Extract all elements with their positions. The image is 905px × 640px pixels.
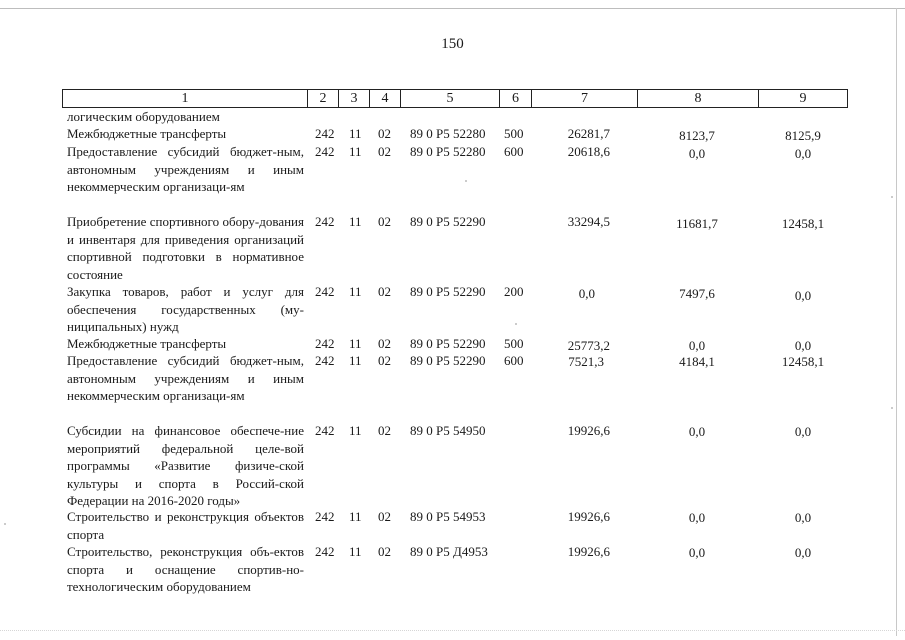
- row-value-col9: 12458,1: [781, 354, 825, 369]
- header-col-3: 3: [339, 90, 370, 107]
- scan-speck: [891, 407, 893, 409]
- row-subsection: 02: [378, 144, 391, 159]
- row-section: 11: [349, 509, 362, 524]
- row-admin-code: 242: [315, 353, 335, 368]
- row-admin-code: 242: [315, 284, 335, 299]
- scan-speck: [4, 523, 6, 525]
- row-description: Приобретение спортивного обору-дования и инвентаря для приведения организаций спортивной подготовки в нормативное состояние: [67, 214, 304, 282]
- row-value-col7: 25773,2: [567, 338, 610, 353]
- header-col-4: 4: [370, 90, 401, 107]
- scan-speck: [891, 196, 893, 198]
- row-admin-code: 242: [315, 214, 335, 229]
- row-expense-type: 600: [504, 144, 524, 159]
- header-col-8: 8: [638, 90, 759, 107]
- row-target-article: 89 0 Р5 54950: [410, 423, 486, 438]
- header-col-9: 9: [799, 91, 807, 106]
- row-description: Строительство и реконструкция объектов спорта: [67, 509, 304, 542]
- row-value-col8: 0,0: [688, 510, 706, 525]
- row-value-col8: 11681,7: [676, 216, 718, 231]
- scan-top-border: [0, 8, 905, 9]
- row-admin-code: 242: [315, 144, 335, 159]
- row-value-col9: 0,0: [794, 424, 812, 439]
- row-section: 11: [349, 284, 362, 299]
- row-expense-type: 500: [504, 336, 524, 351]
- row-value-col9: 0,0: [794, 338, 812, 353]
- row-admin-code: 242: [315, 544, 335, 559]
- row-description: Межбюджетные трансферты: [67, 336, 227, 351]
- row-target-article: 89 0 Р5 52290: [410, 284, 486, 299]
- row-description: Предоставление субсидий бюджет-ным, автономным учреждениям и иным некоммерческим организаци-ям: [67, 144, 304, 194]
- row-value-col7: 19926,6: [567, 544, 610, 559]
- row-value-col7: 20618,6: [567, 144, 610, 159]
- row-value-col8: 4184,1: [679, 354, 715, 369]
- row-value-col8: 8123,7: [679, 128, 715, 143]
- row-value-col9: 8125,9: [785, 128, 821, 143]
- row-expense-type: 600: [504, 353, 524, 368]
- scan-bottom-noise: [0, 630, 905, 631]
- header-col-7: 7: [532, 90, 638, 107]
- row-section: 11: [349, 126, 362, 141]
- row-section: 11: [349, 544, 362, 559]
- row-admin-code: 242: [315, 423, 335, 438]
- row-subsection: 02: [378, 544, 391, 559]
- row-value-col7: 26281,7: [567, 126, 610, 141]
- row-value-col9: 0,0: [794, 510, 812, 525]
- row-description: логическим оборудованием: [67, 109, 220, 124]
- row-value-col7: 19926,6: [567, 423, 610, 438]
- row-subsection: 02: [378, 353, 391, 368]
- row-target-article: 89 0 Р5 52290: [410, 214, 486, 229]
- row-description: Предоставление субсидий бюджет-ным, автономным учреждениям и иным некоммерческим организаци-ям: [67, 353, 304, 403]
- row-subsection: 02: [378, 423, 391, 438]
- row-admin-code: 242: [315, 509, 335, 524]
- row-description: Субсидии на финансовое обеспече-ние мероприятий федеральной целе-вой программы «Развитие физиче-ской культуры и спорта в Россий-ской Федерации на 2016-2020 годы»: [67, 423, 304, 508]
- row-value-col7: 7521,3: [568, 354, 604, 369]
- row-value-col7: 33294,5: [567, 214, 610, 229]
- row-subsection: 02: [378, 126, 391, 141]
- row-subsection: 02: [378, 284, 391, 299]
- row-target-article: 89 0 Р5 52290: [410, 353, 486, 368]
- row-section: 11: [349, 214, 362, 229]
- row-target-article: 89 0 Р5 Д4953: [410, 544, 488, 559]
- row-admin-code: 242: [315, 336, 335, 351]
- row-target-article: 89 0 Р5 52280: [410, 126, 486, 141]
- row-section: 11: [349, 423, 362, 438]
- scan-speck: [515, 323, 517, 325]
- row-value-col8: 7497,6: [679, 286, 715, 301]
- row-subsection: 02: [378, 336, 391, 351]
- row-section: 11: [349, 336, 362, 351]
- row-target-article: 89 0 Р5 52290: [410, 336, 486, 351]
- header-col-6: 6: [500, 90, 532, 107]
- header-col-5: 5: [401, 90, 500, 107]
- row-value-col8: 0,0: [688, 545, 706, 560]
- row-subsection: 02: [378, 214, 391, 229]
- header-col-1: 1: [63, 90, 308, 107]
- scan-right-border: [896, 8, 897, 636]
- row-value-col9: 12458,1: [781, 216, 825, 231]
- page-number: 150: [441, 36, 464, 52]
- row-value-col7: 19926,6: [567, 509, 610, 524]
- header-col-2: 2: [308, 90, 339, 107]
- row-expense-type: 500: [504, 126, 524, 141]
- row-value-col8: 0,0: [688, 146, 706, 161]
- row-description: Строительство, реконструкция объ-ектов спорта и оснащение спортив-но-технологическим оборудованием: [67, 544, 304, 594]
- row-value-col9: 0,0: [794, 545, 812, 560]
- row-target-article: 89 0 Р5 54953: [410, 509, 486, 524]
- row-description: Закупка товаров, работ и услуг для обеспечения государственных (му-ниципальных) нужд: [67, 284, 304, 334]
- row-admin-code: 242: [315, 126, 335, 141]
- row-value-col9: 0,0: [794, 146, 812, 161]
- scan-speck: [465, 180, 467, 182]
- row-description: Межбюджетные трансферты: [67, 126, 227, 141]
- row-value-col9: 0,0: [794, 288, 812, 303]
- row-section: 11: [349, 144, 362, 159]
- row-value-col8: 0,0: [688, 424, 706, 439]
- row-subsection: 02: [378, 509, 391, 524]
- row-value-col7: 0,0: [578, 286, 595, 301]
- row-target-article: 89 0 Р5 52280: [410, 144, 486, 159]
- row-value-col8: 0,0: [688, 338, 706, 353]
- table-header-row: [62, 89, 848, 108]
- row-expense-type: 200: [504, 284, 524, 299]
- row-section: 11: [349, 353, 362, 368]
